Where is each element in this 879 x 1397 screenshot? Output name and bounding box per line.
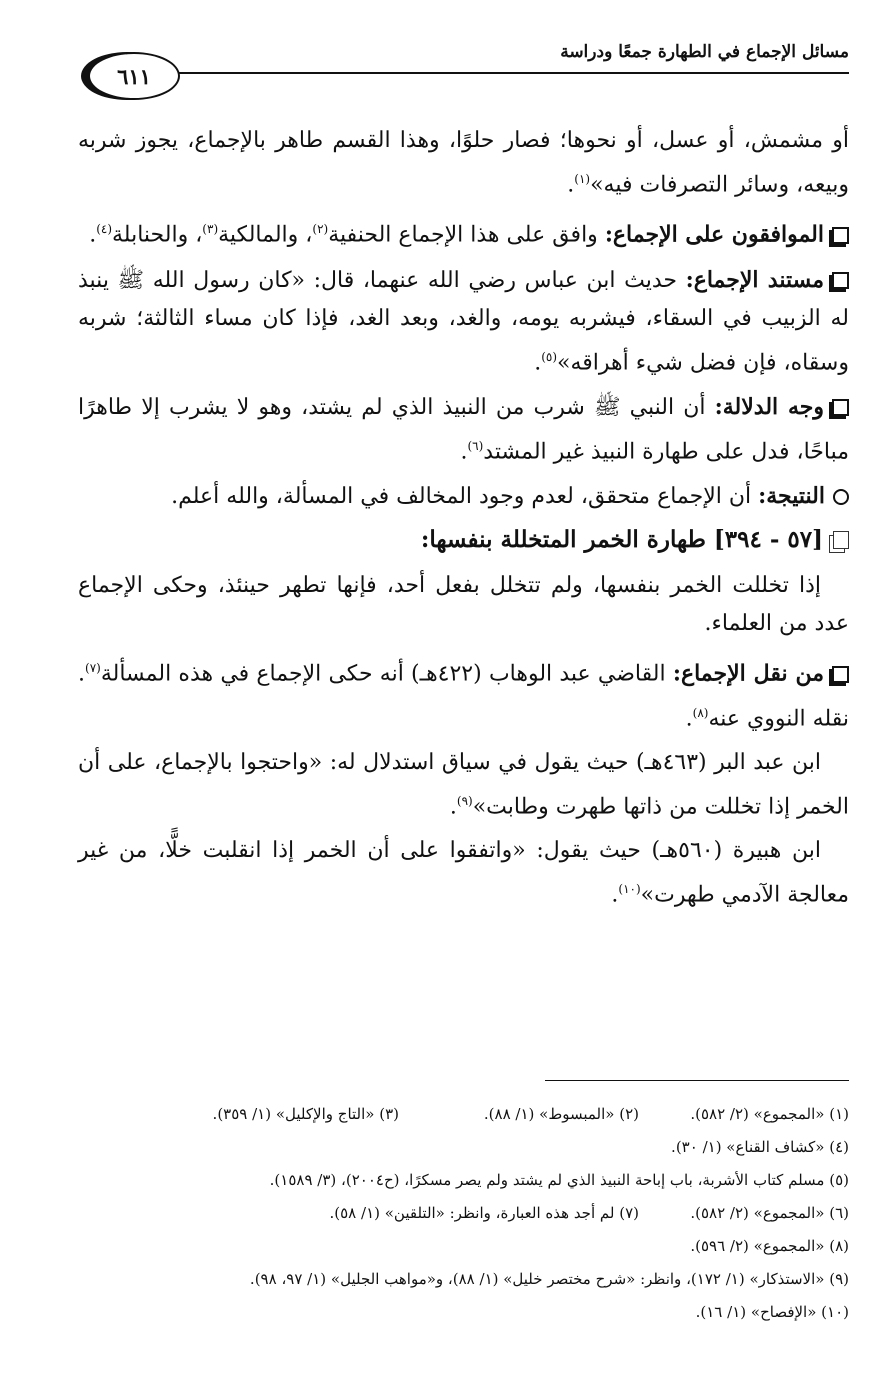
pages-icon [833,531,849,549]
paragraph-label: من نقل الإجماع: [672,660,824,687]
footnote-row [78,1098,849,1131]
footnote-ref[interactable]: (١٠) [618,882,641,897]
square-bullet-icon [832,666,849,683]
square-bullet-icon [832,272,849,289]
paragraph-result: النتيجة: أن الإجماع متحقق، لعدم وجود المخالف في المسألة، والله أعلم. [78,477,849,516]
paragraph-label: وجه الدلالة: [714,393,824,420]
footnote-5: (٥) مسلم كتاب الأشربة، باب إباحة النبيذ الذي لم يشتد ولم يصر مسكرًا، (ح٢٠٠٤)، (٣/ ١٥٨٩). [269,1171,849,1189]
footnote-row [78,1263,849,1296]
paragraph-label: مستند الإجماع: [685,266,825,293]
footnote-row [78,1230,849,1263]
paragraph-transmitters: من نقل الإجماع: القاضي عبد الوهاب (٤٢٢هـ) أنه حكى الإجماع في هذه المسألة$^{(٧)}$. نقله النووي عنه$^{(٨)}$. [78,660,849,731]
footnote-ref[interactable]: (١) [574,172,591,186]
footnote-separator [545,1080,849,1081]
footnote-ref[interactable]: (٣) [202,222,219,237]
footnote-ref[interactable]: (٦) [467,438,484,453]
footnote-9: (٩) «الاستذكار» (١/ ١٧٢)، وانظر: «شرح مختصر خليل» (١/ ٨٨)، و«مواهب الجليل» (١/ ٩٧، ٩٨). [249,1270,849,1288]
footnote-ref[interactable]: (٤) [96,222,113,237]
footnote-ref[interactable]: (٩) [456,793,473,808]
footnote-3: (٣) «التاج والإكليل» (١/ ٣٥٩). [212,1105,399,1123]
main-text [78,122,849,921]
paragraph-ibn-abd-albarr: ابن عبد البر (٤٦٣هـ) حيث يقول في سياق استدلال له: «واحتجوا بالإجماع، على أن الخمر إذا تخللت من ذاتها طهرت وطابت»$^{(٩)}$. [78,749,849,820]
square-bullet-icon [832,399,849,416]
section-heading [78,526,849,553]
paragraph-intro: إذا تخللت الخمر بنفسها، ولم تتخلل بفعل أحد، فإنها تطهر حينئذ، وحكى الإجماع عدد من العلماء. [78,573,849,637]
footnote-ref[interactable]: (٢) [312,222,329,237]
paragraph-agreeing-schools: الموافقون على الإجماع: وافق على هذا الإجماع الحنفية$^{(٢)}$، والمالكية$^{(٣)}$، والحنابلة$^{(٤)}$. [78,210,849,254]
circle-bullet-icon [833,489,849,505]
footnote-7: (٧) لم أجد هذه العبارة، وانظر: «التلقين» (١/ ٥٨). [329,1204,639,1222]
running-header-title: مسائل الإجماع في الطهارة جمعًا ودراسة [560,42,849,62]
footnote-1: (١) «المجموع» (٢/ ٥٨٢). [690,1105,849,1123]
footnote-6: (٦) «المجموع» (٢/ ٥٨٢). [690,1204,849,1222]
paragraph-label: الموافقون على الإجماع: [604,221,824,248]
footnote-ref[interactable]: (٧) [85,661,101,676]
footnote-row [78,1131,849,1164]
footnote-ref[interactable]: (٨) [692,705,709,720]
footnote-row [78,1296,849,1329]
footnote-row [78,1164,849,1197]
paragraph-evidence: وجه الدلالة: أن النبي ﷺ شرب من النبيذ الذي لم يشتد، وهو لا يشرب إلا طاهرًا مباحًا، فدل على طهارة النبيذ غير المشتد$^{(٦)}$. [78,393,849,465]
section-title: [٥٧ - ٣٩٤] طهارة الخمر المتخللة بنفسها: [420,526,823,554]
square-bullet-icon [832,227,849,244]
footnote-8: (٨) «المجموع» (٢/ ٥٩٦). [690,1237,849,1255]
footnote-10: (١٠) «الإفصاح» (١/ ١٦). [695,1303,849,1321]
page-number: ٦١١ [117,63,151,89]
paragraph-ibn-hubayra: ابن هبيرة (٥٦٠هـ) حيث يقول: «واتفقوا على أن الخمر إذا انقلبت خلًّا، من غير معالجة الآدمي طهرت»$^{(١٠)}$. [78,838,849,908]
header-rule [170,72,849,74]
footnote-row [78,1197,849,1230]
footnote-ref[interactable]: (٥) [541,349,558,364]
paragraph-basis: مستند الإجماع: حديث ابن عباس رضي الله عنهما، قال: «كان رسول الله ﷺ ينبذ له الزبيب في السقاء، فيشربه يومه، والغد، وبعد الغد، فإذا كان مساء الثالثة؛ شربه وسقاه، فإن فضل شيء أهراقه»$^{(٥)}$. [78,266,849,375]
paragraph-continuation: أو مشمش، أو عسل، أو نحوها؛ فصار حلوًا، وهذا القسم طاهر بالإجماع، يجوز شربه وبيعه، وسائر التصرفات فيه»$^{(١)}$. [78,128,849,198]
footnote-4: (٤) «كشاف القناع» (١/ ٣٠). [671,1138,849,1156]
paragraph-label: النتيجة: [758,483,825,510]
page-number-badge [88,52,180,100]
footnotes [78,1098,849,1329]
footnote-2: (٢) «المبسوط» (١/ ٨٨). [483,1105,639,1123]
